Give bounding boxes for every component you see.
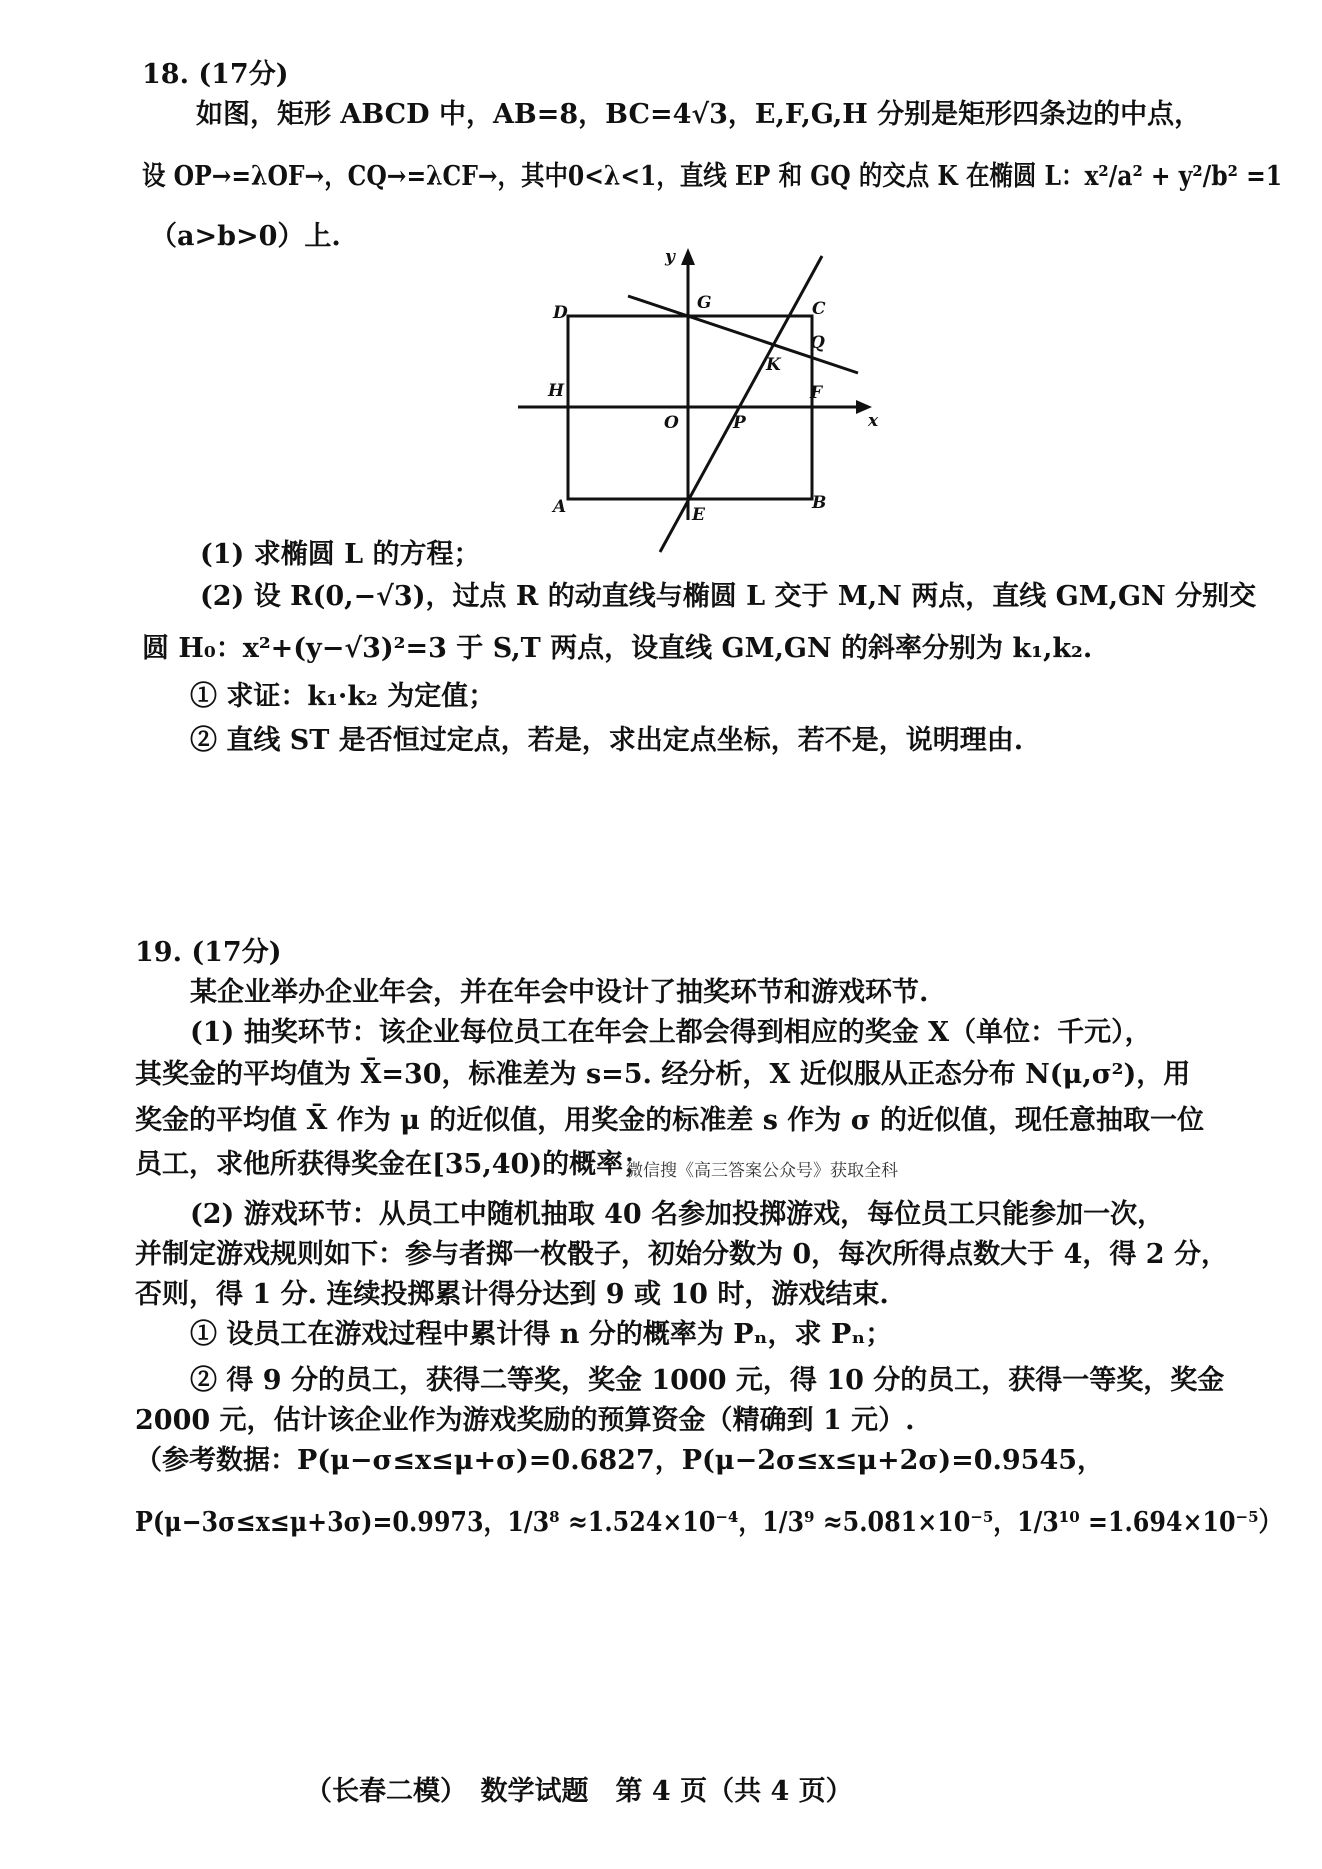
label-q: Q [810,333,825,353]
q18-sub2: ② 直线 ST 是否恒过定点，若是，求出定点坐标，若不是，说明理由. [190,725,1024,756]
label-f: F [810,383,823,403]
label-a: A [553,497,567,517]
q19-part1-line1: (1) 抽奖环节：该企业每位员工在年会上都会得到相应的奖金 X（单位：千元）， [190,1017,1152,1048]
q19-header: 19. (17分) [135,937,282,968]
q19-intro: 某企业举办企业年会，并在年会中设计了抽奖环节和游戏环节. [190,977,929,1008]
q19-part1-line2: 其奖金的平均值为 X̄=30，标准差为 s=5. 经分析，X 近似服从正态分布 N(μ,σ²)，用 [135,1059,1191,1090]
q19-sub1: ① 设员工在游戏过程中累计得 n 分的概率为 Pₙ，求 Pₙ； [190,1319,893,1350]
label-x: x [868,411,879,431]
q18-sub1: ① 求证：k₁·k₂ 为定值； [190,681,496,712]
q19-part1-line3: 奖金的平均值 X̄ 作为 μ 的近似值，用奖金的标准差 s 作为 σ 的近似值，现任意抽取一位 [135,1105,1205,1136]
label-o: O [664,413,679,433]
q19-part2-line2: 并制定游戏规则如下：参与者掷一枚骰子，初始分数为 0，每次所得点数大于 4，得 2 分， [135,1239,1228,1270]
q19-part2-line1: (2) 游戏环节：从员工中随机抽取 40 名参加投掷游戏，每位员工只能参加一次， [190,1199,1165,1230]
q19-sub2-line2: 2000 元，估计该企业作为游戏奖励的预算资金（精确到 1 元）. [135,1405,915,1436]
label-e: E [692,505,705,525]
y-axis-arrow [681,248,695,265]
label-k: K [766,355,781,375]
label-c: C [812,299,826,319]
label-h: H [548,381,565,401]
q19-part1-line4: 员工，求他所获得奖金在[35,40)的概率； [135,1149,651,1180]
q18-part1: (1) 求椭圆 L 的方程； [200,539,481,570]
q19-reference-line1: （参考数据：P(μ−σ≤x≤μ+σ)=0.6827，P(μ−2σ≤x≤μ+2σ)=0.9545， [135,1445,1105,1476]
label-y: y [665,247,675,267]
q19-part2-line3: 否则，得 1 分. 连续投掷累计得分达到 9 或 10 时，游戏结束. [135,1279,889,1310]
label-d: D [553,303,568,323]
q18-text-line1: 如图，矩形 ABCD 中，AB=8，BC=4√3，E,F,G,H 分别是矩形四条边的中点， [196,99,1202,130]
label-p: P [733,413,746,433]
q19-reference-line2: P(μ−3σ≤x≤μ+3σ)=0.9973，1/3⁸ ≈1.524×10⁻⁴，1/3⁹ ≈5.081×10⁻⁵，1/3¹⁰ =1.694×10⁻⁵） [135,1507,1283,1538]
q18-text-line3: （a>b>0）上. [150,221,341,252]
q19-sub2-line1: ② 得 9 分的员工，获得二等奖，奖金 1000 元，得 10 分的员工，获得一等奖，奖金 [190,1365,1225,1396]
watermark-text: 微信搜《高三答案公众号》获取全科 [626,1161,898,1181]
label-b: B [812,493,827,513]
q18-header: 18. (17分) [142,59,289,90]
page-footer: （长春二模） 数学试题 第 4 页（共 4 页） [305,1776,853,1807]
q18-part2-line1: (2) 设 R(0,−√3)，过点 R 的动直线与椭圆 L 交于 M,N 两点，直线 GM,GN 分别交 [200,581,1257,612]
q18-text-line2: 设 OP→=λOF→，CQ→=λCF→，其中0<λ<1，直线 EP 和 GQ 的交点 K 在椭圆 L：x²/a² + y²/b² =1 [142,161,1283,192]
line-ep [660,256,822,552]
label-g: G [697,293,712,313]
q18-part2-line2: 圆 H₀：x²+(y−√3)²=3 于 S,T 两点，设直线 GM,GN 的斜率分别为 k₁,k₂. [142,633,1093,664]
